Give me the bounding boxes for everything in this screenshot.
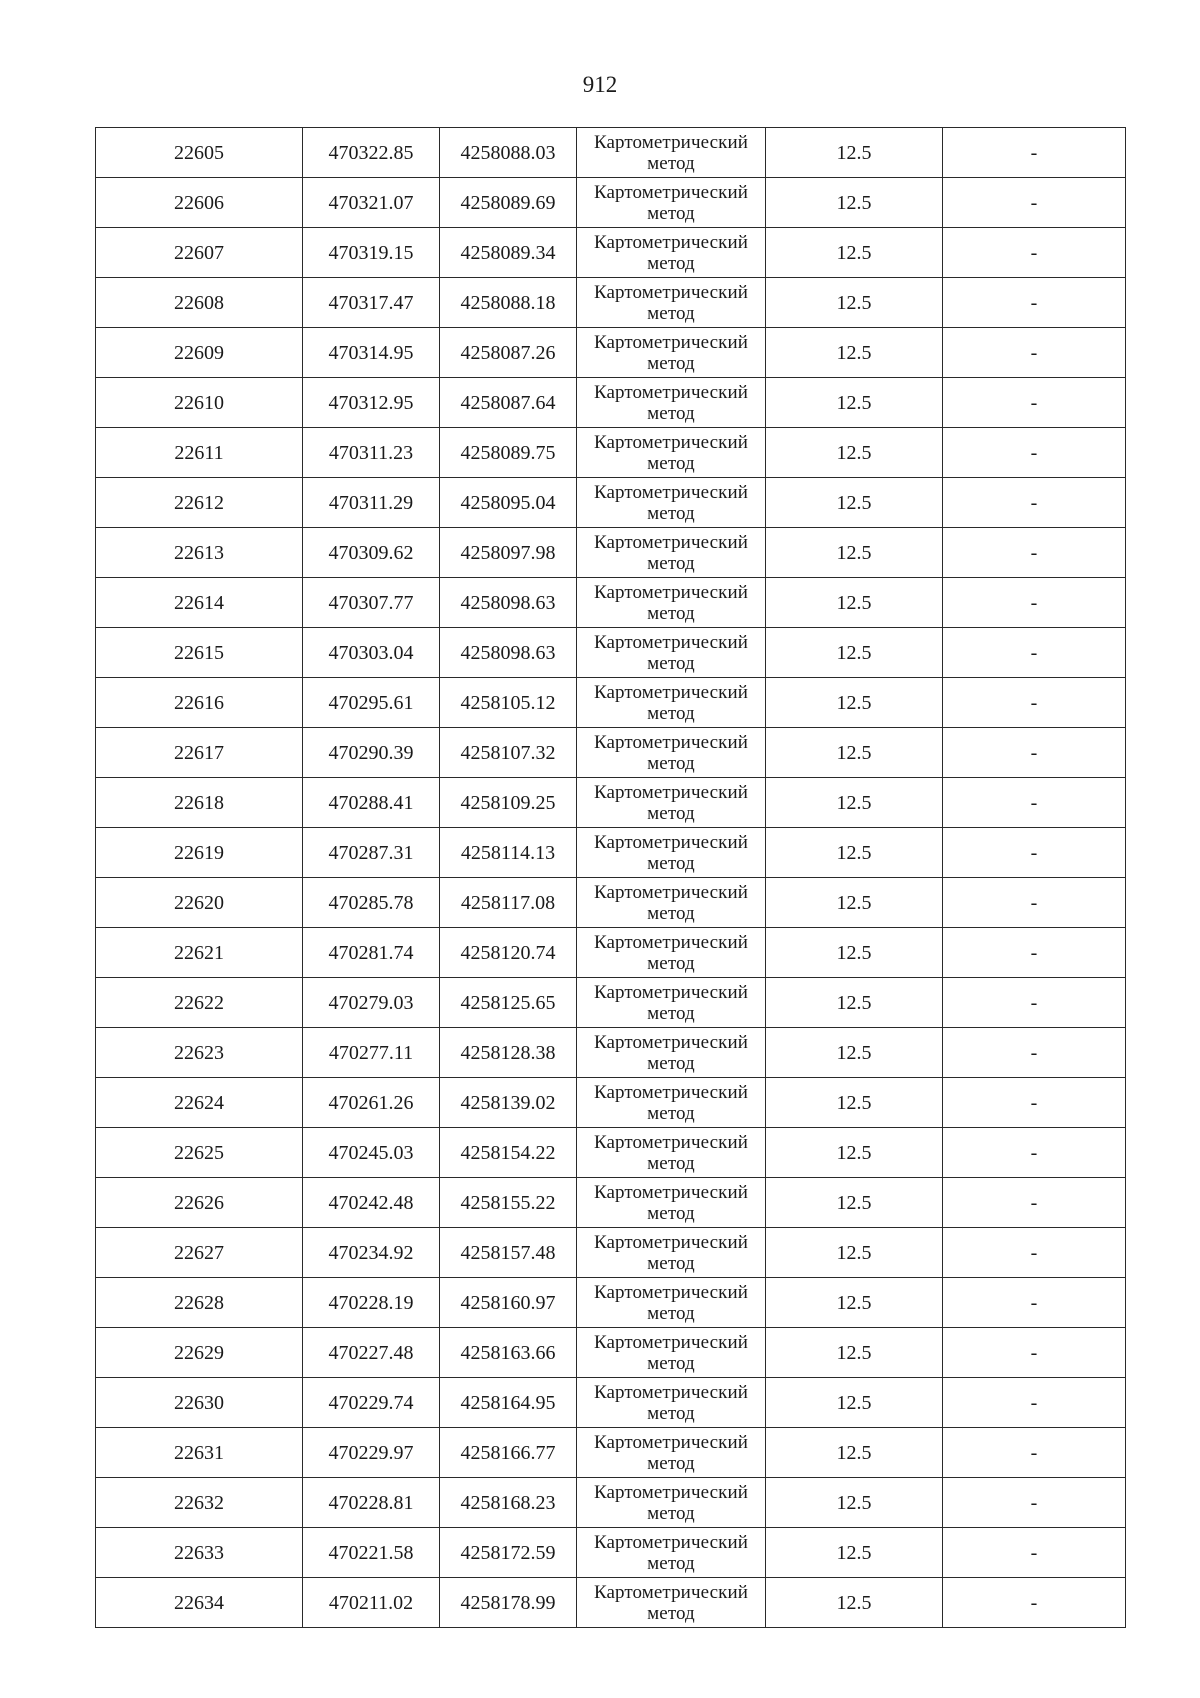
point-number-cell: 22605 — [96, 128, 303, 178]
table-row — [96, 578, 1126, 628]
note-cell: - — [943, 628, 1126, 678]
method-text-line1: Картометрический — [593, 631, 749, 653]
accuracy-cell: 12.5 — [766, 628, 943, 678]
method-cell — [577, 628, 766, 678]
y-coordinate-cell: 4258087.26 — [440, 328, 577, 378]
accuracy-cell: 12.5 — [766, 278, 943, 328]
method-text-line2: метод — [647, 1252, 695, 1274]
point-number-cell: 22630 — [96, 1378, 303, 1428]
x-coordinate-cell: 470279.03 — [303, 978, 440, 1028]
accuracy-cell: 12.5 — [766, 1178, 943, 1228]
y-coordinate-cell: 4258166.77 — [440, 1428, 577, 1478]
method-text-line1: Картометрический — [593, 1431, 749, 1453]
table-row — [96, 378, 1126, 428]
point-number-cell: 22623 — [96, 1028, 303, 1078]
method-text-line2: метод — [647, 1402, 695, 1424]
x-coordinate-cell: 470317.47 — [303, 278, 440, 328]
method-cell — [577, 978, 766, 1028]
point-number-cell: 22632 — [96, 1478, 303, 1528]
y-coordinate-cell: 4258087.64 — [440, 378, 577, 428]
accuracy-cell: 12.5 — [766, 128, 943, 178]
method-cell — [577, 1578, 766, 1628]
method-cell — [577, 1378, 766, 1428]
method-cell — [577, 178, 766, 228]
x-coordinate-cell: 470229.74 — [303, 1378, 440, 1428]
method-text-line1: Картометрический — [593, 431, 749, 453]
accuracy-cell: 12.5 — [766, 1428, 943, 1478]
note-cell: - — [943, 1578, 1126, 1628]
note-cell: - — [943, 1278, 1126, 1328]
accuracy-cell: 12.5 — [766, 528, 943, 578]
accuracy-cell: 12.5 — [766, 878, 943, 928]
method-text-line2: метод — [647, 1352, 695, 1374]
y-coordinate-cell: 4258160.97 — [440, 1278, 577, 1328]
point-number-cell: 22626 — [96, 1178, 303, 1228]
table-row — [96, 1178, 1126, 1228]
accuracy-cell: 12.5 — [766, 228, 943, 278]
accuracy-cell: 12.5 — [766, 1228, 943, 1278]
accuracy-cell: 12.5 — [766, 1478, 943, 1528]
note-cell: - — [943, 978, 1126, 1028]
table-row — [96, 1128, 1126, 1178]
note-cell: - — [943, 378, 1126, 428]
x-coordinate-cell: 470245.03 — [303, 1128, 440, 1178]
accuracy-cell: 12.5 — [766, 178, 943, 228]
method-cell — [577, 128, 766, 178]
point-number-cell: 22608 — [96, 278, 303, 328]
point-number-cell: 22614 — [96, 578, 303, 628]
page-number: 912 — [582, 72, 618, 97]
table-row — [96, 678, 1126, 728]
method-text-line1: Картометрический — [593, 1131, 749, 1153]
y-coordinate-cell: 4258155.22 — [440, 1178, 577, 1228]
point-number-cell: 22619 — [96, 828, 303, 878]
method-cell — [577, 1028, 766, 1078]
method-cell — [577, 1078, 766, 1128]
method-text-line1: Картометрический — [593, 1331, 749, 1353]
x-coordinate-cell: 470321.07 — [303, 178, 440, 228]
y-coordinate-cell: 4258120.74 — [440, 928, 577, 978]
accuracy-cell: 12.5 — [766, 1378, 943, 1428]
note-cell: - — [943, 528, 1126, 578]
method-text-line2: метод — [647, 1102, 695, 1124]
note-cell: - — [943, 1478, 1126, 1528]
table-row — [96, 1028, 1126, 1078]
y-coordinate-cell: 4258107.32 — [440, 728, 577, 778]
point-number-cell: 22612 — [96, 478, 303, 528]
method-cell — [577, 578, 766, 628]
accuracy-cell: 12.5 — [766, 728, 943, 778]
point-number-cell: 22616 — [96, 678, 303, 728]
x-coordinate-cell: 470277.11 — [303, 1028, 440, 1078]
method-text-line1: Картометрический — [593, 531, 749, 553]
table-row — [96, 1278, 1126, 1328]
method-cell — [577, 278, 766, 328]
accuracy-cell: 12.5 — [766, 1528, 943, 1578]
method-text-line1: Картометрический — [593, 781, 749, 803]
method-text-line2: метод — [647, 1602, 695, 1624]
method-text-line1: Картометрический — [593, 1181, 749, 1203]
point-number-cell: 22606 — [96, 178, 303, 228]
method-cell — [577, 678, 766, 728]
y-coordinate-cell: 4258089.34 — [440, 228, 577, 278]
point-number-cell: 22617 — [96, 728, 303, 778]
point-number-cell: 22621 — [96, 928, 303, 978]
point-number-cell: 22620 — [96, 878, 303, 928]
table-row — [96, 1378, 1126, 1428]
method-cell — [577, 378, 766, 428]
accuracy-cell: 12.5 — [766, 1278, 943, 1328]
point-number-cell: 22634 — [96, 1578, 303, 1628]
x-coordinate-cell: 470227.48 — [303, 1328, 440, 1378]
y-coordinate-cell: 4258088.03 — [440, 128, 577, 178]
table-row — [96, 1528, 1126, 1578]
accuracy-cell: 12.5 — [766, 428, 943, 478]
table-row — [96, 228, 1126, 278]
x-coordinate-cell: 470285.78 — [303, 878, 440, 928]
method-text-line2: метод — [647, 1052, 695, 1074]
method-text-line1: Картометрический — [593, 1531, 749, 1553]
y-coordinate-cell: 4258105.12 — [440, 678, 577, 728]
table-row — [96, 628, 1126, 678]
y-coordinate-cell: 4258109.25 — [440, 778, 577, 828]
table-row — [96, 778, 1126, 828]
method-text-line1: Картометрический — [593, 381, 749, 403]
point-number-cell: 22607 — [96, 228, 303, 278]
y-coordinate-cell: 4258164.95 — [440, 1378, 577, 1428]
method-cell — [577, 478, 766, 528]
x-coordinate-cell: 470228.81 — [303, 1478, 440, 1528]
method-cell — [577, 328, 766, 378]
method-text-line2: метод — [647, 1152, 695, 1174]
point-number-cell: 22627 — [96, 1228, 303, 1278]
method-text-line2: метод — [647, 552, 695, 574]
method-text-line2: метод — [647, 602, 695, 624]
table-row — [96, 878, 1126, 928]
method-text-line1: Картометрический — [593, 481, 749, 503]
note-cell: - — [943, 1028, 1126, 1078]
method-text-line1: Картометрический — [593, 1381, 749, 1403]
accuracy-cell: 12.5 — [766, 1028, 943, 1078]
method-text-line2: метод — [647, 352, 695, 374]
accuracy-cell: 12.5 — [766, 778, 943, 828]
note-cell: - — [943, 878, 1126, 928]
x-coordinate-cell: 470295.61 — [303, 678, 440, 728]
accuracy-cell: 12.5 — [766, 478, 943, 528]
y-coordinate-cell: 4258128.38 — [440, 1028, 577, 1078]
method-text-line1: Картометрический — [593, 1081, 749, 1103]
x-coordinate-cell: 470234.92 — [303, 1228, 440, 1278]
accuracy-cell: 12.5 — [766, 1578, 943, 1628]
accuracy-cell: 12.5 — [766, 978, 943, 1028]
note-cell: - — [943, 128, 1126, 178]
x-coordinate-cell: 470281.74 — [303, 928, 440, 978]
x-coordinate-cell: 470287.31 — [303, 828, 440, 878]
table-row — [96, 428, 1126, 478]
note-cell: - — [943, 1428, 1126, 1478]
note-cell: - — [943, 1328, 1126, 1378]
method-text-line1: Картометрический — [593, 131, 749, 153]
y-coordinate-cell: 4258089.75 — [440, 428, 577, 478]
point-number-cell: 22610 — [96, 378, 303, 428]
method-text-line1: Картометрический — [593, 981, 749, 1003]
method-text-line1: Картометрический — [593, 231, 749, 253]
y-coordinate-cell: 4258163.66 — [440, 1328, 577, 1378]
note-cell: - — [943, 1178, 1126, 1228]
method-text-line2: метод — [647, 1202, 695, 1224]
point-number-cell: 22629 — [96, 1328, 303, 1378]
point-number-cell: 22611 — [96, 428, 303, 478]
method-text-line1: Картометрический — [593, 581, 749, 603]
table-row — [96, 178, 1126, 228]
method-cell — [577, 1328, 766, 1378]
table-row — [96, 928, 1126, 978]
method-text-line1: Картометрический — [593, 1481, 749, 1503]
x-coordinate-cell: 470307.77 — [303, 578, 440, 628]
note-cell: - — [943, 828, 1126, 878]
note-cell: - — [943, 1528, 1126, 1578]
x-coordinate-cell: 470319.15 — [303, 228, 440, 278]
note-cell: - — [943, 1378, 1126, 1428]
method-text-line2: метод — [647, 952, 695, 974]
table-row — [96, 978, 1126, 1028]
method-text-line2: метод — [647, 452, 695, 474]
point-number-cell: 22631 — [96, 1428, 303, 1478]
y-coordinate-cell: 4258097.98 — [440, 528, 577, 578]
method-cell — [577, 1478, 766, 1528]
method-text-line1: Картометрический — [593, 681, 749, 703]
x-coordinate-cell: 470314.95 — [303, 328, 440, 378]
accuracy-cell: 12.5 — [766, 1078, 943, 1128]
method-cell — [577, 1528, 766, 1578]
note-cell: - — [943, 1078, 1126, 1128]
note-cell: - — [943, 678, 1126, 728]
method-text-line2: метод — [647, 302, 695, 324]
point-number-cell: 22633 — [96, 1528, 303, 1578]
x-coordinate-cell: 470229.97 — [303, 1428, 440, 1478]
method-cell — [577, 878, 766, 928]
table-row — [96, 478, 1126, 528]
accuracy-cell: 12.5 — [766, 1128, 943, 1178]
method-text-line2: метод — [647, 752, 695, 774]
point-number-cell: 22625 — [96, 1128, 303, 1178]
method-text-line1: Картометрический — [593, 831, 749, 853]
y-coordinate-cell: 4258154.22 — [440, 1128, 577, 1178]
table-row — [96, 828, 1126, 878]
method-text-line2: метод — [647, 702, 695, 724]
point-number-cell: 22624 — [96, 1078, 303, 1128]
method-cell — [577, 1128, 766, 1178]
note-cell: - — [943, 278, 1126, 328]
method-text-line2: метод — [647, 502, 695, 524]
method-cell — [577, 778, 766, 828]
x-coordinate-cell: 470311.29 — [303, 478, 440, 528]
note-cell: - — [943, 778, 1126, 828]
table-row — [96, 278, 1126, 328]
method-text-line2: метод — [647, 852, 695, 874]
point-number-cell: 22618 — [96, 778, 303, 828]
method-text-line1: Картометрический — [593, 881, 749, 903]
note-cell: - — [943, 1228, 1126, 1278]
y-coordinate-cell: 4258139.02 — [440, 1078, 577, 1128]
x-coordinate-cell: 470288.41 — [303, 778, 440, 828]
method-text-line1: Картометрический — [593, 731, 749, 753]
method-text-line1: Картометрический — [593, 281, 749, 303]
method-text-line1: Картометрический — [593, 1581, 749, 1603]
note-cell: - — [943, 578, 1126, 628]
x-coordinate-cell: 470261.26 — [303, 1078, 440, 1128]
note-cell: - — [943, 428, 1126, 478]
x-coordinate-cell: 470303.04 — [303, 628, 440, 678]
table-row — [96, 1078, 1126, 1128]
method-cell — [577, 1428, 766, 1478]
note-cell: - — [943, 228, 1126, 278]
table-row — [96, 528, 1126, 578]
method-text-line2: метод — [647, 652, 695, 674]
x-coordinate-cell: 470228.19 — [303, 1278, 440, 1328]
accuracy-cell: 12.5 — [766, 578, 943, 628]
accuracy-cell: 12.5 — [766, 1328, 943, 1378]
x-coordinate-cell: 470221.58 — [303, 1528, 440, 1578]
point-number-cell: 22609 — [96, 328, 303, 378]
method-text-line2: метод — [647, 802, 695, 824]
accuracy-cell: 12.5 — [766, 378, 943, 428]
note-cell: - — [943, 728, 1126, 778]
method-text-line2: метод — [647, 902, 695, 924]
y-coordinate-cell: 4258098.63 — [440, 578, 577, 628]
note-cell: - — [943, 178, 1126, 228]
x-coordinate-cell: 470211.02 — [303, 1578, 440, 1628]
note-cell: - — [943, 928, 1126, 978]
coordinates-table-body — [96, 128, 1126, 1628]
method-text-line1: Картометрический — [593, 1031, 749, 1053]
method-text-line2: метод — [647, 252, 695, 274]
y-coordinate-cell: 4258098.63 — [440, 628, 577, 678]
accuracy-cell: 12.5 — [766, 828, 943, 878]
table-row — [96, 728, 1126, 778]
method-text-line2: метод — [647, 1452, 695, 1474]
method-text-line2: метод — [647, 1002, 695, 1024]
coordinates-table — [95, 127, 1126, 1628]
accuracy-cell: 12.5 — [766, 928, 943, 978]
accuracy-cell: 12.5 — [766, 678, 943, 728]
method-text-line2: метод — [647, 1552, 695, 1574]
table-row — [96, 1478, 1126, 1528]
y-coordinate-cell: 4258095.04 — [440, 478, 577, 528]
point-number-cell: 22622 — [96, 978, 303, 1028]
x-coordinate-cell: 470312.95 — [303, 378, 440, 428]
x-coordinate-cell: 470311.23 — [303, 428, 440, 478]
method-text-line1: Картометрический — [593, 181, 749, 203]
method-cell — [577, 528, 766, 578]
table-row — [96, 328, 1126, 378]
note-cell: - — [943, 1128, 1126, 1178]
table-row — [96, 1428, 1126, 1478]
method-cell — [577, 1178, 766, 1228]
method-text-line1: Картометрический — [593, 331, 749, 353]
point-number-cell: 22628 — [96, 1278, 303, 1328]
method-cell — [577, 228, 766, 278]
note-cell: - — [943, 478, 1126, 528]
x-coordinate-cell: 470309.62 — [303, 528, 440, 578]
table-row — [96, 1578, 1126, 1628]
accuracy-cell: 12.5 — [766, 328, 943, 378]
y-coordinate-cell: 4258089.69 — [440, 178, 577, 228]
method-cell — [577, 1228, 766, 1278]
method-text-line2: метод — [647, 152, 695, 174]
y-coordinate-cell: 4258172.59 — [440, 1528, 577, 1578]
y-coordinate-cell: 4258114.13 — [440, 828, 577, 878]
y-coordinate-cell: 4258157.48 — [440, 1228, 577, 1278]
method-text-line2: метод — [647, 402, 695, 424]
method-cell — [577, 1278, 766, 1328]
method-cell — [577, 428, 766, 478]
y-coordinate-cell: 4258125.65 — [440, 978, 577, 1028]
note-cell: - — [943, 328, 1126, 378]
method-text-line2: метод — [647, 1302, 695, 1324]
point-number-cell: 22615 — [96, 628, 303, 678]
x-coordinate-cell: 470290.39 — [303, 728, 440, 778]
method-text-line2: метод — [647, 1502, 695, 1524]
method-text-line1: Картометрический — [593, 931, 749, 953]
method-text-line2: метод — [647, 202, 695, 224]
y-coordinate-cell: 4258168.23 — [440, 1478, 577, 1528]
point-number-cell: 22613 — [96, 528, 303, 578]
table-row — [96, 128, 1126, 178]
method-cell — [577, 828, 766, 878]
method-text-line1: Картометрический — [593, 1281, 749, 1303]
y-coordinate-cell: 4258178.99 — [440, 1578, 577, 1628]
method-text-line1: Картометрический — [593, 1231, 749, 1253]
x-coordinate-cell: 470242.48 — [303, 1178, 440, 1228]
x-coordinate-cell: 470322.85 — [303, 128, 440, 178]
y-coordinate-cell: 4258117.08 — [440, 878, 577, 928]
table-row — [96, 1228, 1126, 1278]
y-coordinate-cell: 4258088.18 — [440, 278, 577, 328]
table-row — [96, 1328, 1126, 1378]
method-cell — [577, 928, 766, 978]
method-cell — [577, 728, 766, 778]
